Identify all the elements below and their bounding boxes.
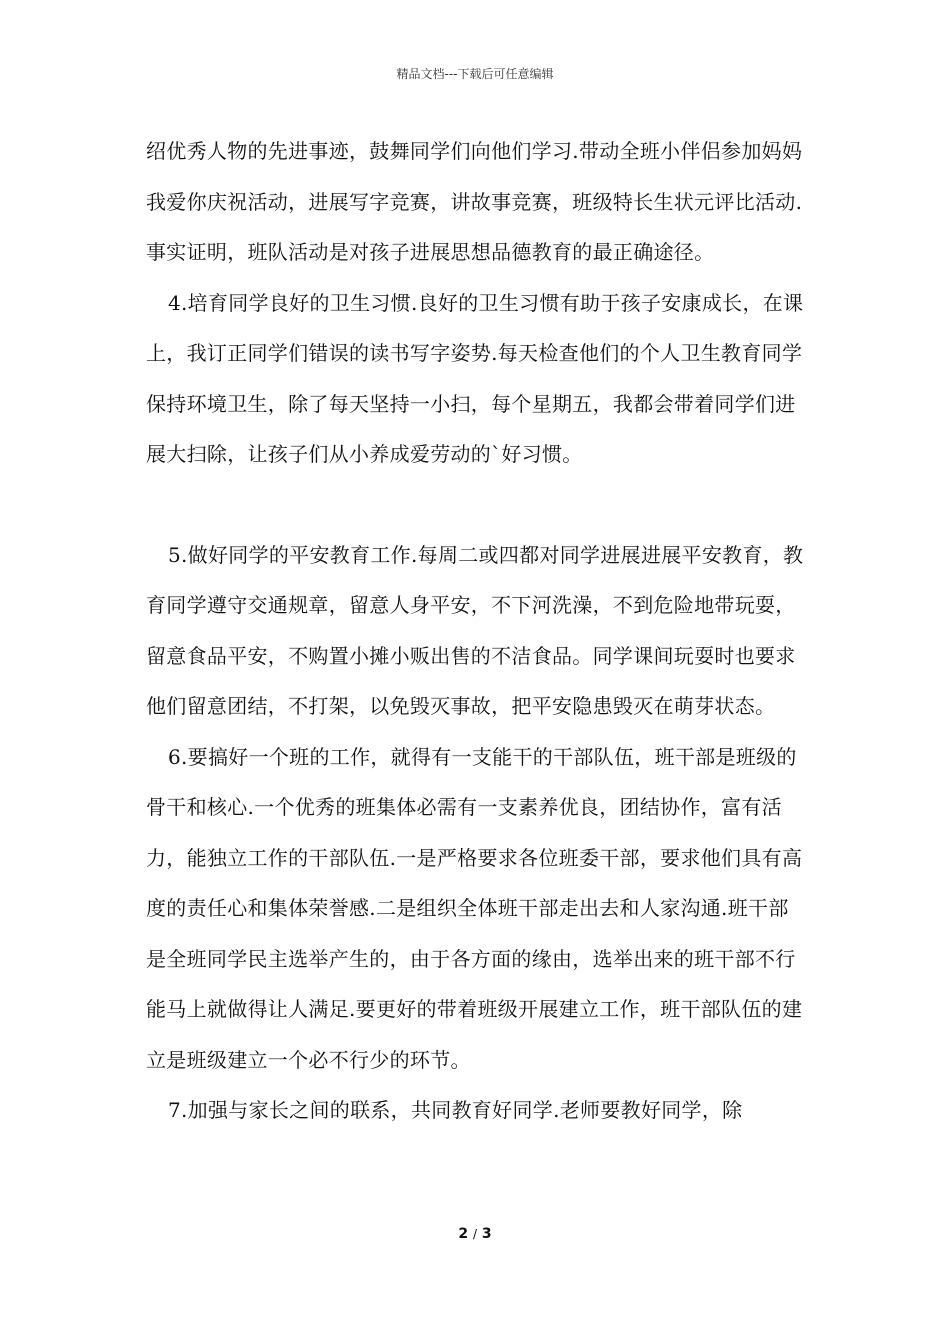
paragraph-continued: 绍优秀人物的先进事迹，鼓舞同学们向他们学习.带动全班小伴侣参加妈妈我爱你庆祝活动，进展写字竞赛，讲故事竞赛，班级特长生状元评比活动.事实证明，班队活动是对孩子进展思想品德教育的最正确途径。 <box>146 139 803 264</box>
paragraph-spacer <box>146 480 808 530</box>
page-separator: / <box>472 1227 478 1241</box>
page-header: 精品文档---下载后可任意编辑 <box>396 67 554 81</box>
paragraph-item-4: 4.培育同学良好的卫生习惯.良好的卫生习惯有助于孩子安康成长，在课上，我订正同学们错误的读书写字姿势.每天检查他们的个人卫生教育同学保持环境卫生，除了每天坚持一小扫，每个星期五，我都会带着同学们进展大扫除，让孩子们从小养成爱劳动的`好习惯。 <box>146 290 804 466</box>
paragraph-item-5: 5.做好同学的平安教育工作.每周二或四都对同学进展进展平安教育，教育同学遵守交通规章，留意人身平安，不下河洗澡，不到危险地带玩耍，留意食品平安，不购置小摊小贩出售的不洁食品。同学课间玩耍时也要求他们留意团结，不打架，以免毁灭事故，把平安隐患毁灭在萌芽状态。 <box>146 542 804 718</box>
page-number <box>0 1226 950 1242</box>
document-body <box>146 126 808 1136</box>
paragraph-item-6: 6.要搞好一个班的工作，就得有一支能干的干部队伍，班干部是班级的骨干和核心.一个优秀的班集体必需有一支素养优良，团结协作，富有活力，能独立工作的干部队伍.一是严格要求各位班委干部，要求他们具有高度的责任心和集体荣誉感.二是组织全体班干部走出去和人家沟通.班干部是全班同学民主选举产生的，由于各方面的缘由，选举出来的班干部不行能马上就做得让人满足.要更好的带着班级开展建立工作，班干部队伍的建立是班级建立一个必不行少的环节。 <box>146 744 803 1072</box>
page-current: 2 <box>458 1226 469 1242</box>
paragraph-item-7: 7.加强与家长之间的联系，共同教育好同学.老师要教好同学，除 <box>168 1098 743 1122</box>
page-total: 3 <box>481 1226 492 1242</box>
